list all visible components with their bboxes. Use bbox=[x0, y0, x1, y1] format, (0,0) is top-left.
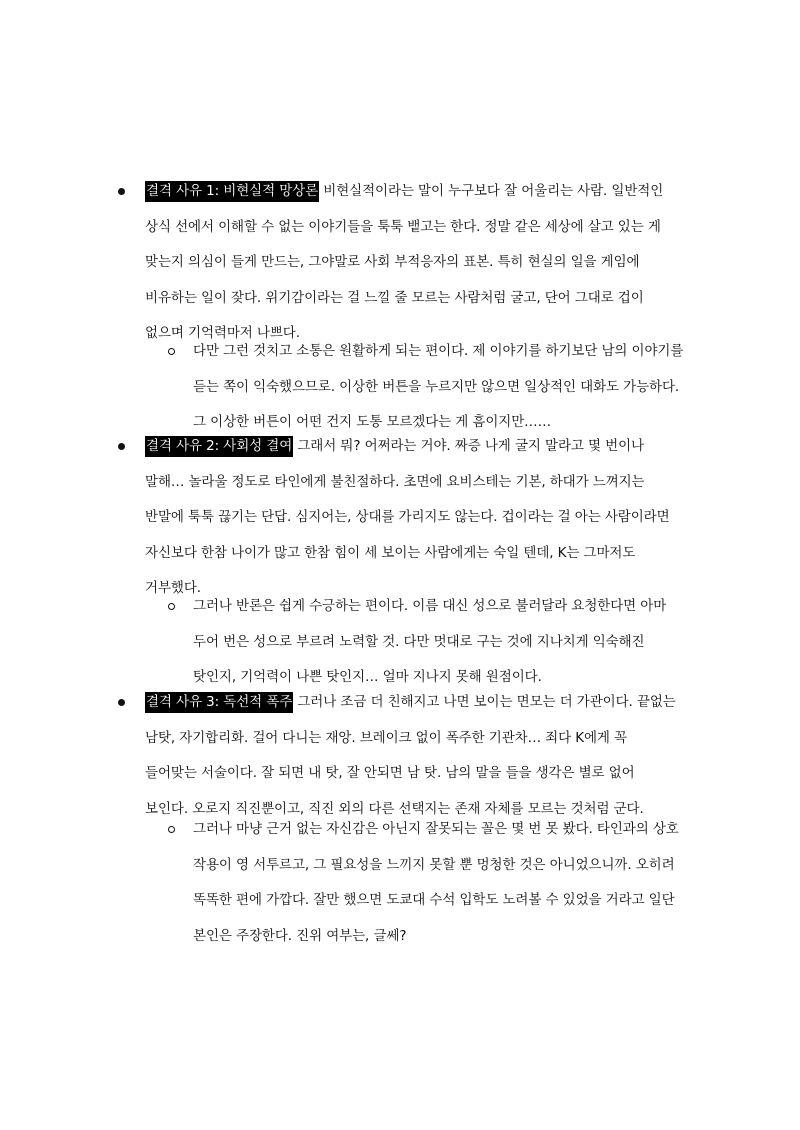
paragraph-line: 상식 선에서 이해할 수 없는 이야기들을 툭툭 뱉고는 한다. 정말 같은 세상에 살고 있는 게 bbox=[145, 218, 661, 235]
paragraph-line bbox=[145, 174, 705, 210]
paragraph-line: 똑똑한 편에 가깝다. 잘만 했으면 도쿄대 수석 입학도 노려볼 수 있었을 거라고 일단 bbox=[193, 892, 675, 908]
paragraph-line: 비유하는 일이 잦다. 위기감이라는 걸 느낄 줄 모르는 사람처럼 굴고, 단어 그대로 겁이 bbox=[145, 289, 644, 306]
paragraph-line: 없으며 기억력마저 나쁘다. bbox=[145, 325, 300, 341]
bullet-icon bbox=[118, 699, 125, 706]
paragraph-line: 들어맞는 서술이다. 잘 되면 내 탓, 잘 안되면 남 탓. 남의 말을 들을 생각은 별로 없어 bbox=[145, 765, 635, 781]
item-paragraph bbox=[145, 685, 705, 827]
paragraph-line: 자신보다 한참 나이가 많고 한참 힘이 세 보이는 사람에게는 숙일 텐데, K는 그마저도 bbox=[145, 544, 636, 561]
paragraph-line: 작용이 영 서투르고, 그 필요성을 느끼지 못할 뿐 멍청한 것은 아니었으니까. 오히려 bbox=[193, 856, 675, 873]
paragraph-line: 반말에 툭툭 끊기는 단답. 심지어는, 상대를 가리지도 않는다. 겁이라는 걸 아는 사람이라면 bbox=[145, 509, 670, 525]
paragraph-line: 탓인지, 기억력이 나쁜 탓인지… 얼마 지나지 못해 원점이다. bbox=[193, 669, 542, 685]
paragraph-line: 그러나 반론은 쉽게 수긍하는 편이다. 이름 대신 성으로 불러달라 요청한다면 아마 bbox=[193, 598, 667, 614]
line-text: 그래서 뭐? 어쩌라는 거야. 짜증 나게 굴지 말라고 몇 번이나 bbox=[293, 438, 644, 454]
paragraph-line: 본인은 주장한다. 진위 여부는, 글쎄? bbox=[193, 927, 407, 944]
sub-bullet-icon bbox=[168, 603, 175, 610]
sub-bullet-icon bbox=[168, 348, 175, 355]
paragraph-line bbox=[145, 429, 705, 465]
paragraph-line bbox=[145, 685, 705, 721]
paragraph-line: 말해… 놀라울 정도로 타인에게 불친절하다. 초면에 요비스테는 기본, 하대가 느껴지는 bbox=[145, 473, 645, 490]
line-text: 비현실적이라는 말이 누구보다 잘 어울리는 사람. 일반적인 bbox=[319, 183, 664, 199]
paragraph-line: 거부했다. bbox=[145, 580, 201, 596]
highlighted-heading: 결격 사유 3: 독선적 폭주 bbox=[145, 692, 293, 713]
paragraph-line: 그 이상한 버튼이 어떤 건지 도통 모르겠다는 게 흠이지만…… bbox=[193, 414, 551, 430]
item-paragraph bbox=[145, 429, 705, 607]
item-paragraph bbox=[145, 174, 705, 352]
paragraph-line: 두어 번은 성으로 부르려 노력할 것. 다만 멋대로 구는 것에 지나치게 익숙해진 bbox=[193, 633, 645, 650]
paragraph-line: 그러나 마냥 근거 없는 자신감은 아닌지 잘못되는 꼴은 몇 번 못 봤다. 타인과의 상호 bbox=[193, 821, 679, 837]
highlighted-heading: 결격 사유 2: 사회성 결여 bbox=[145, 436, 293, 457]
sub-item-paragraph bbox=[193, 334, 708, 441]
sub-item-paragraph bbox=[193, 812, 708, 954]
bullet-icon bbox=[118, 443, 125, 450]
paragraph-line: 맞는지 의심이 들게 만드는, 그야말로 사회 부적응자의 표본. 특히 현실의 일을 게임에 bbox=[145, 254, 640, 270]
paragraph-line: 듣는 쪽이 익숙했으므로. 이상한 버튼을 누르지만 않으면 일상적인 대화도 가능하다. bbox=[193, 378, 680, 395]
paragraph-line: 보인다. 오로지 직진뿐이고, 직진 외의 다른 선택지는 존재 자체를 모르는 것처럼 군다. bbox=[145, 800, 644, 817]
highlighted-heading: 결격 사유 1: 비현실적 망상론 bbox=[145, 181, 319, 202]
line-text: 그러나 조금 더 친해지고 나면 보이는 면모는 더 가관이다. 끝없는 bbox=[293, 694, 676, 710]
paragraph-line: 다만 그런 것치고 소통은 원활하게 되는 편이다. 제 이야기를 하기보단 남의 이야기를 bbox=[193, 343, 684, 359]
paragraph-line: 남탓, 자기합리화. 걸어 다니는 재앙. 브레이크 없이 폭주한 기관차… 죄다 K에게 꼭 bbox=[145, 729, 628, 746]
sub-bullet-icon bbox=[168, 826, 175, 833]
sub-item-paragraph bbox=[193, 589, 708, 696]
bullet-icon bbox=[118, 188, 125, 195]
